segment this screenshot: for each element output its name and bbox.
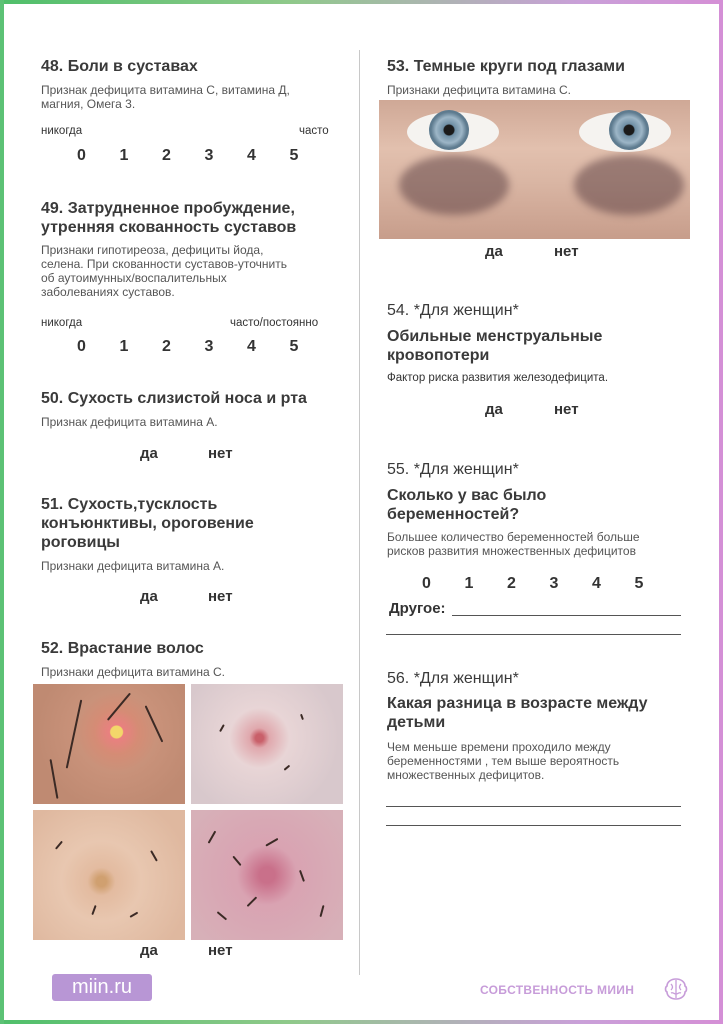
ingrown-hair-photo-2 <box>191 684 343 804</box>
q54-no[interactable]: нет <box>554 401 579 418</box>
q49-option-1[interactable]: 1 <box>119 338 129 355</box>
q49-option-0[interactable]: 0 <box>77 338 86 355</box>
q55-scale <box>422 575 677 593</box>
q49-option-3[interactable]: 3 <box>204 338 214 355</box>
q51-no[interactable]: нет <box>208 588 233 605</box>
q55-option-2[interactable]: 2 <box>507 575 516 592</box>
q53-no[interactable]: нет <box>554 243 579 260</box>
q49-scale <box>77 338 332 356</box>
q48-scale-left: никогда <box>41 125 83 137</box>
q55-option-3[interactable]: 3 <box>549 575 559 592</box>
q55-other-input-line-2[interactable] <box>386 634 681 635</box>
q49-title: 49. Затрудненное пробуждение, утренняя скованность суставов <box>41 200 297 236</box>
q56-prefix: 56. *Для женщин* <box>387 670 519 687</box>
q51-title: 51. Сухость,тусклость конъюнктивы, ороговение роговицы <box>41 496 254 551</box>
q54-title: Обильные менструальные кровопотери <box>387 328 603 364</box>
q49-option-2[interactable]: 2 <box>162 338 171 355</box>
q51-desc: Признаки дефицита витамина А. <box>41 559 225 573</box>
q49-option-4[interactable]: 4 <box>247 338 256 355</box>
q48-option-5[interactable]: 5 <box>289 147 299 164</box>
q49-desc: Признаки гипотиреоза, дефициты йода, селена. При скованности суставов-уточнить об аутоимунных/воспалительных заболеваниях суставов. <box>41 243 287 299</box>
q48-option-4[interactable]: 4 <box>247 147 256 164</box>
q49-scale-left: никогда <box>41 317 83 329</box>
q53-yes[interactable]: да <box>485 243 503 260</box>
q48-title: 48. Боли в суставах <box>41 58 198 75</box>
q53-title: 53. Темные круги под глазами <box>387 58 625 75</box>
brain-icon <box>662 975 690 1003</box>
ingrown-hair-photo-1 <box>33 684 185 804</box>
q55-option-5[interactable]: 5 <box>634 575 644 592</box>
q50-yes[interactable]: да <box>140 445 158 462</box>
q50-desc: Признак дефицита витамина А. <box>41 415 218 429</box>
column-divider <box>359 50 360 975</box>
q52-yes[interactable]: да <box>140 942 158 959</box>
q54-desc: Фактор риска развития железодефицита. <box>387 372 609 384</box>
q54-yes[interactable]: да <box>485 401 503 418</box>
ingrown-hair-photo-4 <box>191 810 343 940</box>
q52-title: 52. Врастание волос <box>41 640 204 657</box>
q55-option-1[interactable]: 1 <box>464 575 474 592</box>
q49-scale-right: часто/постоянно <box>230 317 319 329</box>
q53-desc: Признаки дефицита витамина С. <box>387 83 571 97</box>
q51-yes[interactable]: да <box>140 588 158 605</box>
q55-desc: Большее количество беременностей больше рисков развития множественных дефицитов <box>387 530 640 558</box>
q56-answer-line-1[interactable] <box>386 806 681 807</box>
q48-scale-right: часто <box>299 125 329 137</box>
q55-other-label: Другое: <box>389 600 446 617</box>
q56-title: Какая разница в возрасте между детьми <box>387 695 648 731</box>
q48-scale <box>77 147 332 165</box>
ownership-label: СОБСТВЕННОСТЬ МИИН <box>480 983 635 997</box>
miin-logo[interactable]: miin.ru <box>52 974 152 1001</box>
q50-title: 50. Сухость слизистой носа и рта <box>41 390 307 407</box>
q55-option-4[interactable]: 4 <box>592 575 601 592</box>
q56-desc: Чем меньше времени проходило между беременностями , тем выше вероятность множественных дефицитов. <box>387 740 620 782</box>
q52-desc: Признаки дефицита витамина С. <box>41 665 225 679</box>
q48-desc: Признак дефицита витамина С, витамина Д, магния, Омега 3. <box>41 83 290 111</box>
q55-other-input-line-1[interactable] <box>452 615 681 616</box>
q52-no[interactable]: нет <box>208 942 233 959</box>
ingrown-hair-photo-3 <box>33 810 185 940</box>
q48-option-2[interactable]: 2 <box>162 147 171 164</box>
q56-answer-line-2[interactable] <box>386 825 681 826</box>
q48-option-3[interactable]: 3 <box>204 147 214 164</box>
dark-circles-photo <box>379 100 690 239</box>
q54-prefix: 54. *Для женщин* <box>387 302 519 319</box>
q55-prefix: 55. *Для женщин* <box>387 461 519 478</box>
q55-title: Сколько у вас было беременностей? <box>387 487 547 523</box>
q55-option-0[interactable]: 0 <box>422 575 431 592</box>
q48-option-1[interactable]: 1 <box>119 147 129 164</box>
q50-no[interactable]: нет <box>208 445 233 462</box>
q48-option-0[interactable]: 0 <box>77 147 86 164</box>
q49-option-5[interactable]: 5 <box>289 338 299 355</box>
